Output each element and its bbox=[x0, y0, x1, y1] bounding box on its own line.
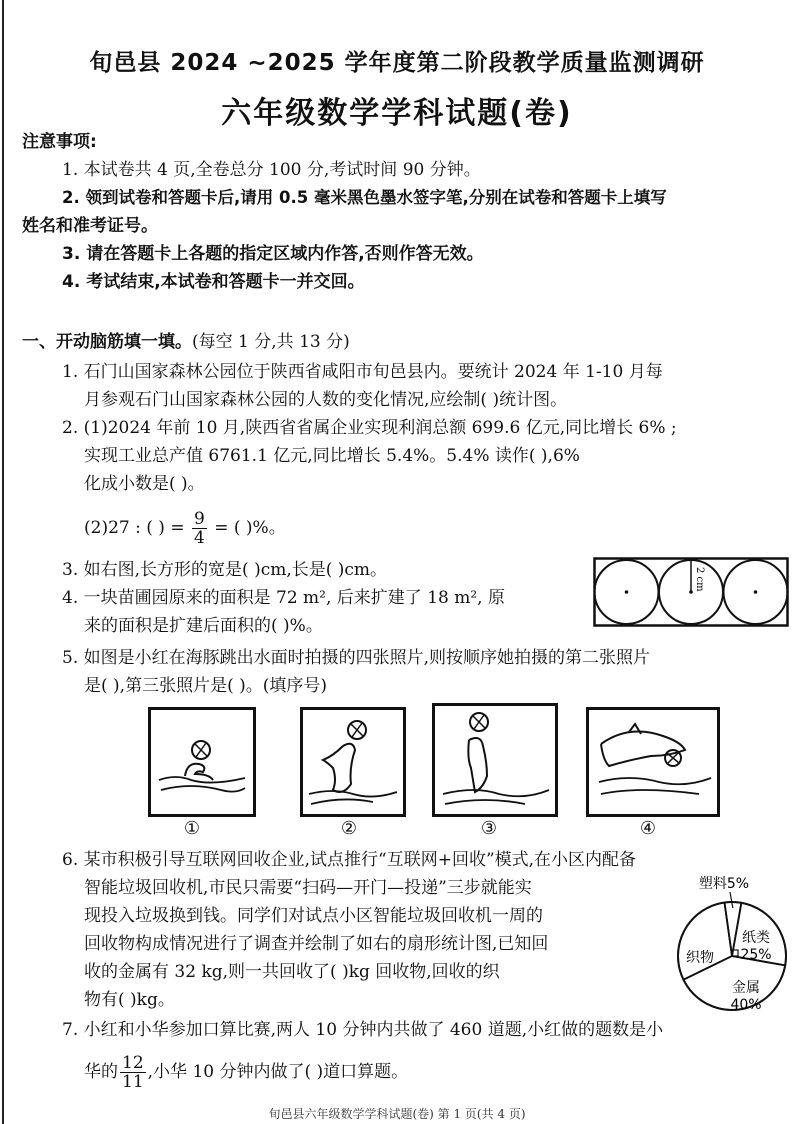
dolphin-drawing-2 bbox=[303, 710, 403, 814]
q2-line1: 2. (1)2024 年前 10 月,陕西省省属企业实现利润总额 699.6 亿元,同比增长 6% ; bbox=[62, 418, 677, 438]
q7-fraction-den: 11 bbox=[122, 1072, 144, 1092]
pie-label-metal: 金属 bbox=[732, 980, 760, 996]
q1-line1: 1. 石门山国家森林公园位于陕西省咸阳市旬邑县内。要统计 2024 年 1-10 月每 bbox=[62, 362, 663, 382]
q2-fraction-num: 9 bbox=[193, 509, 205, 529]
section1-heading: 一、开动脑筋填一填。 bbox=[22, 332, 192, 352]
section1-score-note: (每空 1 分,共 13 分) bbox=[192, 332, 350, 352]
q7-fraction-num: 12 bbox=[122, 1053, 144, 1073]
pie-chart bbox=[660, 872, 794, 1014]
photo-label-1: ① bbox=[183, 818, 201, 839]
q5-line1: 5. 如图是小红在海豚跳出水面时拍摄的四张照片,则按顺序她拍摄的第二张照片 bbox=[62, 648, 651, 668]
exam-title-line2: 六年级数学学科试题(卷) bbox=[221, 96, 573, 131]
q6-line6: 物有( )kg。 bbox=[84, 990, 175, 1010]
notice-item-2: 2. 领到试卷和答题卡后,请用 0.5 毫米黑色墨水签字笔,分别在试卷和答题卡上填写 bbox=[62, 188, 667, 207]
q2-part2-suffix: = ( )%。 bbox=[214, 518, 286, 538]
q3-text: 3. 如右图,长方形的宽是( )cm,长是( )cm。 bbox=[62, 560, 388, 580]
dolphin-drawing-3 bbox=[435, 706, 555, 814]
dolphin-photo-3 bbox=[432, 703, 558, 817]
pie-value-metal: 40% bbox=[730, 997, 762, 1013]
q2-fraction bbox=[192, 510, 207, 547]
q6-line4: 回收物构成情况进行了调查并绘制了如右的扇形统计图,已知回 bbox=[84, 934, 549, 954]
photo-label-2: ② bbox=[340, 818, 358, 839]
q7-fraction bbox=[120, 1054, 146, 1091]
q3-rectangle-figure bbox=[593, 557, 789, 629]
q6-line5: 收的金属有 32 kg,则一共回收了( )kg 回收物,回收的织 bbox=[84, 962, 500, 982]
q2-fraction-den: 4 bbox=[193, 528, 205, 548]
page-footer: 旬邑县六年级数学学科试题(卷) 第 1 页(共 4 页) bbox=[268, 1107, 526, 1121]
photo-label-3: ③ bbox=[480, 818, 498, 839]
notice-item-1: 1. 本试卷共 4 页,全卷总分 100 分,考试时间 90 分钟。 bbox=[62, 160, 481, 180]
q2-line2: 实现工业总产值 6761.1 亿元,同比增长 5.4%。5.4% 读作( ),6% bbox=[84, 446, 580, 466]
q2-line3: 化成小数是( )。 bbox=[84, 474, 205, 494]
notice-item-3: 3. 请在答题卡上各题的指定区域内作答,否则作答无效。 bbox=[62, 244, 484, 264]
notice-item-4: 4. 考试结束,本试卷和答题卡一并交回。 bbox=[62, 272, 365, 292]
photo-label-4: ④ bbox=[639, 818, 657, 839]
dolphin-photo-1 bbox=[148, 707, 256, 817]
q7-line1: 7. 小红和小华参加口算比赛,两人 10 分钟内共做了 460 道题,小红做的题数是小 bbox=[62, 1020, 664, 1040]
q7-line2 bbox=[84, 1052, 408, 1092]
q6-line1: 6. 某市积极引导互联网回收企业,试点推行“互联网+回收”模式,在小区内配备 bbox=[62, 850, 637, 870]
q6-line2: 智能垃圾回收机,市民只需要“扫码—开门—投递”三步就能实 bbox=[84, 878, 532, 898]
q5-line2: 是( ),第三张照片是( )。(填序号) bbox=[84, 676, 328, 696]
q2-part2 bbox=[84, 508, 286, 548]
notice-heading: 注意事项: bbox=[22, 132, 97, 152]
page-border-line bbox=[2, 0, 4, 1124]
dolphin-photo-4 bbox=[586, 707, 720, 817]
pie-label-textile: 织物 bbox=[686, 950, 714, 966]
q6-line3: 现投入垃圾换到钱。同学们对试点小区智能垃圾回收机一周的 bbox=[84, 906, 543, 926]
q4-line2: 来的面积是扩建后面积的( )%。 bbox=[84, 616, 323, 636]
q4-line1: 4. 一块苗圃园原来的面积是 72 m², 后来扩建了 18 m², 原 bbox=[62, 588, 505, 608]
radius-label: 2 cm bbox=[694, 567, 705, 592]
dolphin-photo-2 bbox=[300, 707, 406, 817]
section1-title bbox=[22, 328, 350, 356]
dolphin-drawing-4 bbox=[589, 710, 717, 814]
pie-label-plastic: 塑料5% bbox=[698, 876, 750, 892]
q7-suffix: ,小华 10 分钟内做了( )道口算题。 bbox=[147, 1062, 409, 1082]
exam-title-line1: 旬邑县 2024 ~2025 学年度第二阶段教学质量监测调研 bbox=[89, 50, 705, 76]
pie-value-paper: 25% bbox=[740, 947, 772, 963]
q1-line2: 月参观石门山国家森林公园的人数的变化情况,应绘制( )统计图。 bbox=[84, 390, 568, 410]
q2-part2-prefix: (2)27 : ( ) = bbox=[84, 518, 185, 538]
pie-label-paper: 纸类 bbox=[742, 930, 770, 946]
dolphin-drawing-1 bbox=[151, 710, 253, 814]
q7-prefix: 华的 bbox=[84, 1062, 118, 1082]
notice-item-2-cont: 姓名和准考证号。 bbox=[22, 216, 158, 236]
